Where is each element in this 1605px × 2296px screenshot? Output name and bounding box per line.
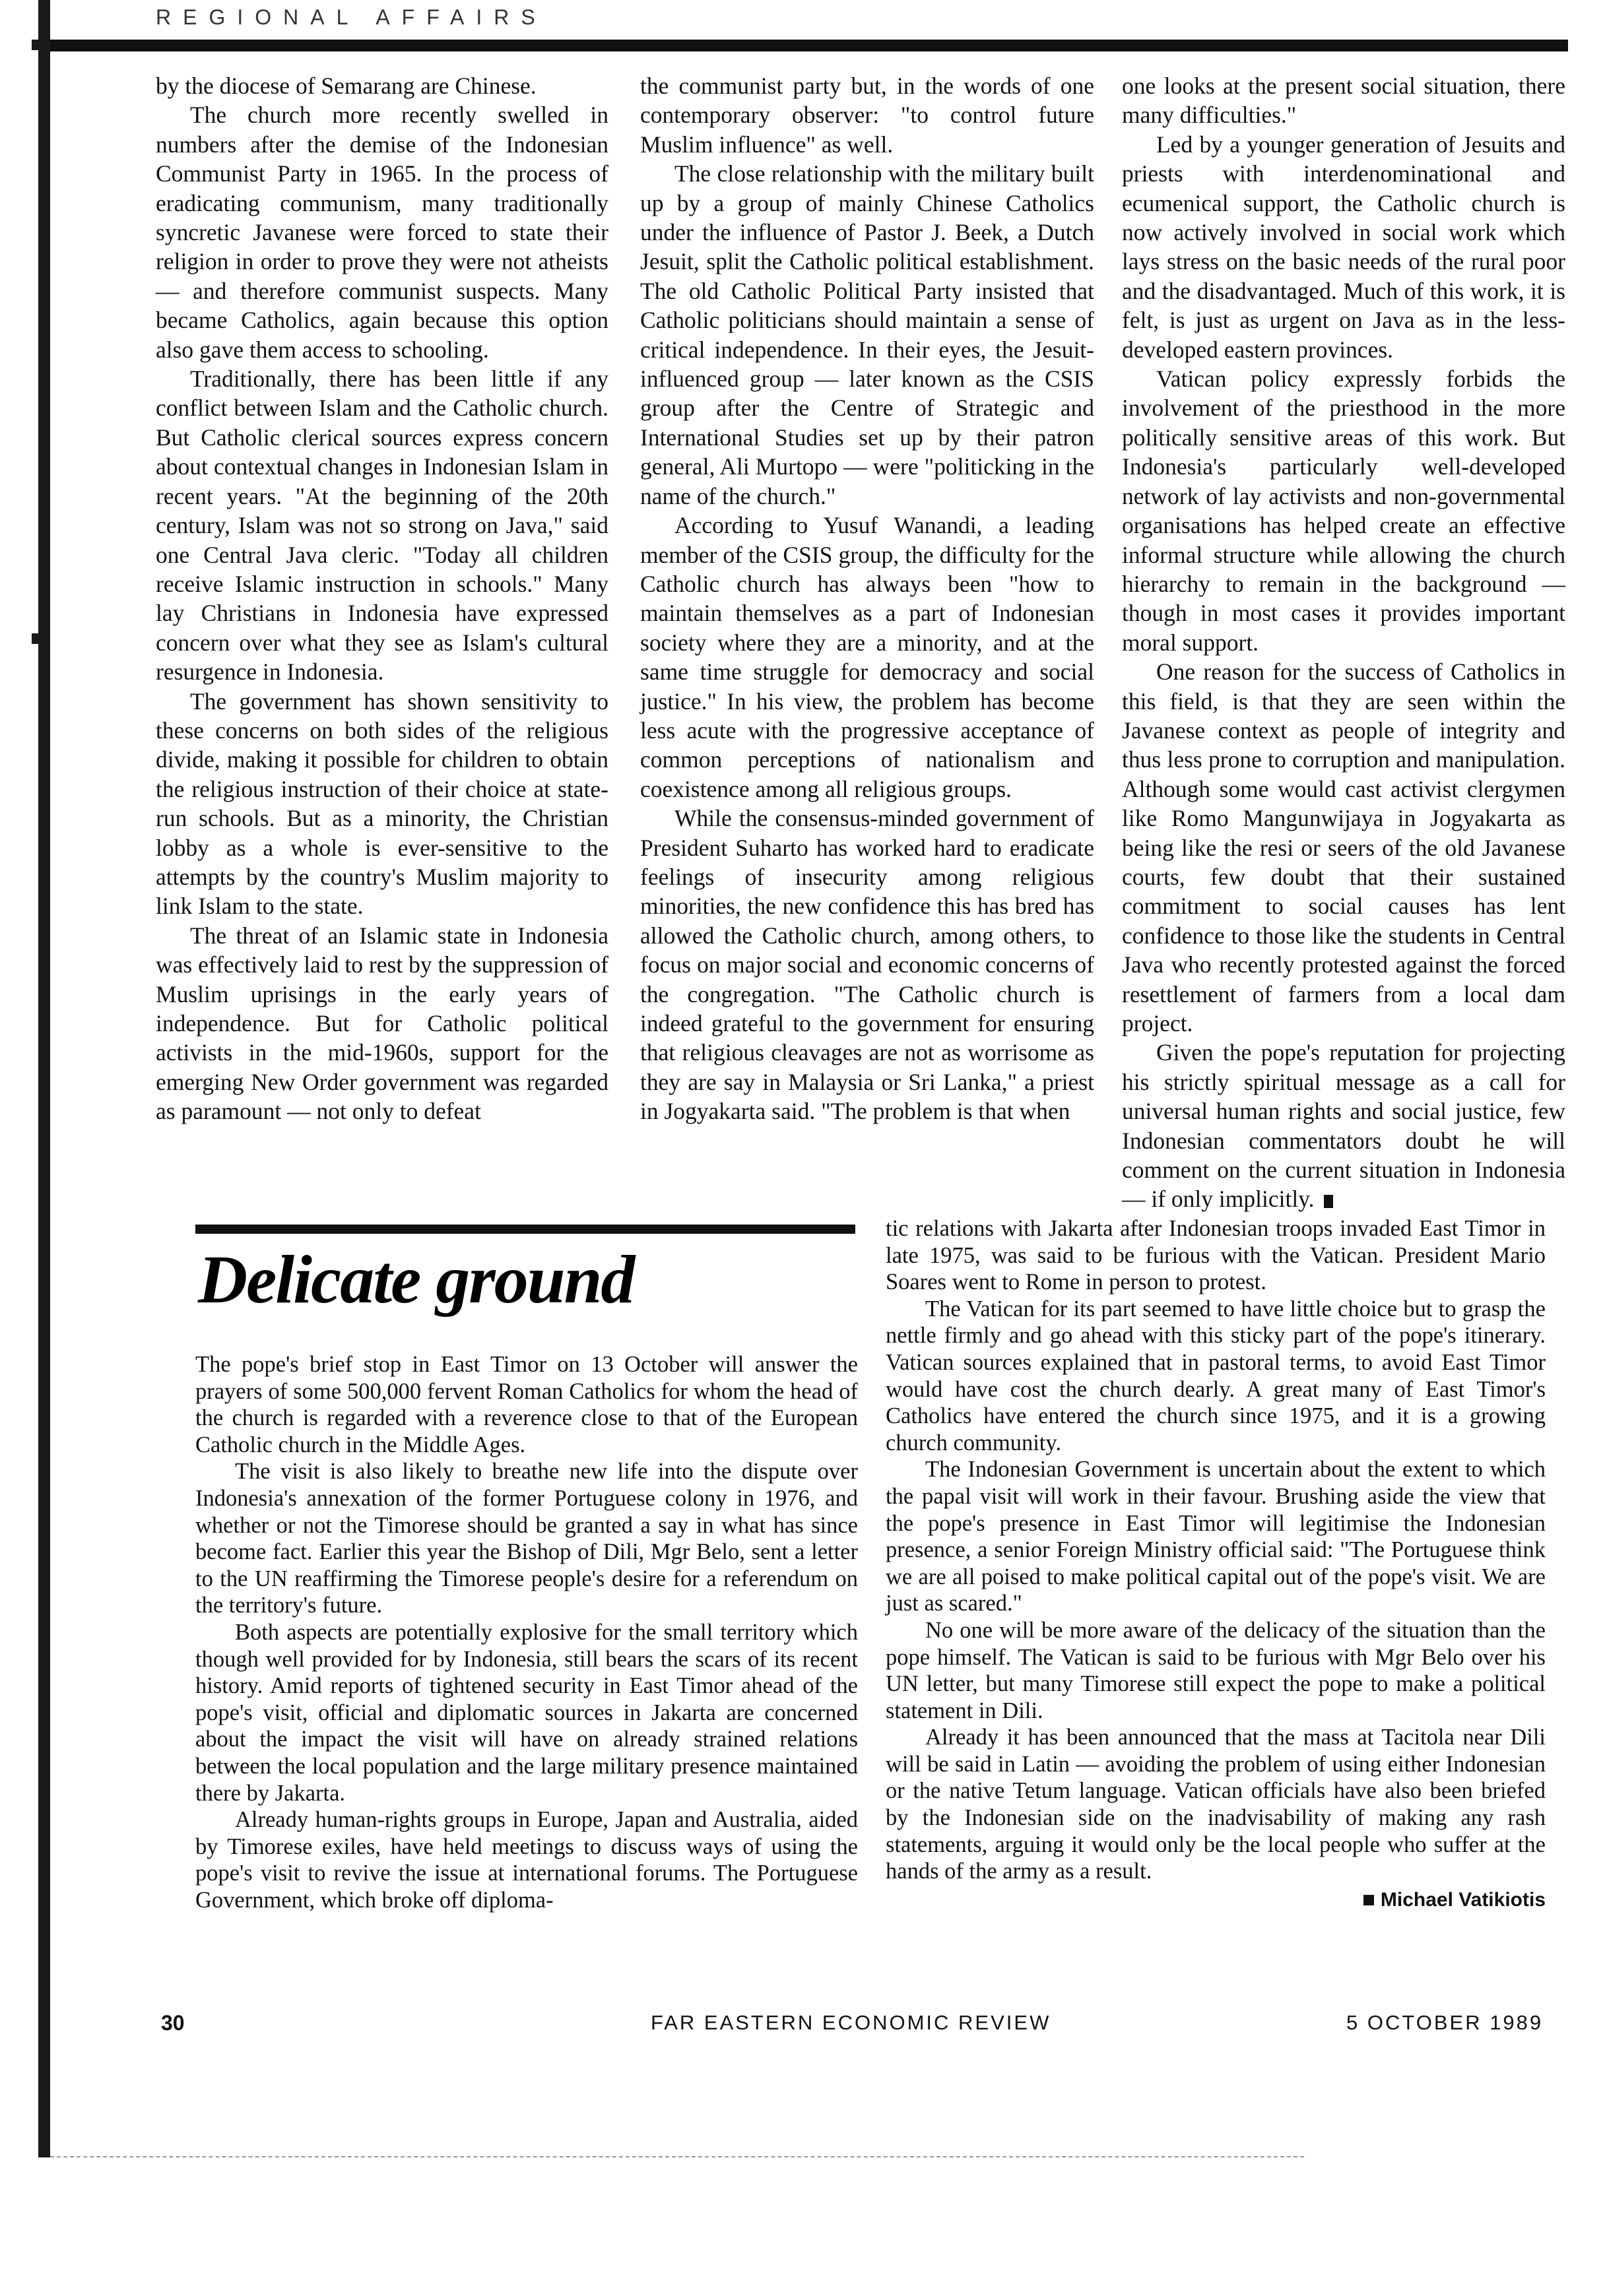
byline (886, 1886, 1546, 1914)
paragraph: Led by a younger generation of Jesuits and priests with interdenominational and ecumenical support, the Catholic church is now actively involved in social work which lays stress on the basic needs of the rural poor and the disadvantaged. Much of this work, it is felt, is just as urgent on Java as in the less-developed eastern provinces. (1122, 131, 1565, 363)
article-column-2 (640, 71, 1094, 1126)
sidebar-rule (195, 1225, 855, 1234)
end-mark-icon (1324, 1195, 1333, 1208)
paragraph: The government has shown sensitivity to these concerns on both sides of the religious divide, making it possible for children to obtain the religious instruction of their choice at state-run schools. But as a minority, the Christian lobby as a whole is ever-sensitive to the attempts by the country's Muslim majority to link Islam to the state. (156, 687, 608, 920)
article-column-1 (156, 71, 608, 1126)
paragraph: the communist party but, in the words of one contemporary observer: "to control future Muslim influence" as well. (640, 73, 1094, 158)
paragraph: No one will be more aware of the delicacy of the situation than the pope himself. The Vatican is said to be furious with Mgr Belo over his UN letter, but many Timorese still expect the pope to make a political statement in Dili. (886, 1617, 1546, 1723)
paragraph: Traditionally, there has been little if any conflict between Islam and the Catholic church. But Catholic clerical sources express concern about contextual changes in Indonesian Islam in recent years. "At the beginning of the 20th century, Islam was not so strong on Java," said one Central Java cleric. "Today all children receive Islamic instruction in schools." Many lay Christians in Indonesia have expressed concern over what they see as Islam's cultural resurgence in Indonesia. (156, 366, 608, 686)
paragraph: The Vatican for its part seemed to have little choice but to grasp the nettle firmly and go ahead with this sticky part of the pope's itinerary. Vatican sources explained that in pastoral terms, to avoid East Timor would have cost the church dearly. A great many of East Timor's Catholics have entered the church since 1975, and it is a growing church community. (886, 1296, 1546, 1455)
binding-notch (32, 633, 40, 644)
paragraph-last (1122, 1038, 1565, 1213)
scan-edge-line (50, 2156, 1304, 2157)
binding-notch (32, 40, 40, 50)
sidebar-headline: Delicate ground (198, 1242, 634, 1318)
byline-square-icon (1363, 1895, 1374, 1905)
paragraph: The Indonesian Government is uncertain about the extent to which the papal visit will work in their favour. Brushing aside the view that the pope's presence in East Timor will legitimise the Indonesian presence, a senior Foreign Ministry official said: "The Portuguese think we are all poised to make political capital out of the pope's visit. We are just as scared." (886, 1457, 1546, 1616)
paragraph: The pope's brief stop in East Timor on 13 October will answer the prayers of some 500,000 fervent Roman Catholics for whom the head of the church is regarded with a reverence close to that of the European Catholic church in the Middle Ages. (195, 1352, 858, 1457)
paragraph: Already it has been announced that the mass at Tacitola near Dili will be said in Latin — avoiding the problem of using either Indonesian or the native Tetum language. Vatican officials have also been briefed by the Indonesian side on the inadvisability of making any rash statements, arguing it would only be the local people who suffer at the hands of the army as a result. (886, 1725, 1546, 1884)
paragraph: tic relations with Jakarta after Indonesian troops invaded East Timor in late 1975, was said to be furious with the Vatican. President Mario Soares went to Rome in person to protest. (886, 1216, 1546, 1295)
paragraph: While the consensus-minded government of President Suharto has worked hard to eradicate feelings of insecurity among religious minorities, the new confidence this has bred has allowed the Catholic church, among others, to focus on major social and economic concerns of the congregation. "The Catholic church is indeed grateful to the government for ensuring that religious cleavages are not as worrisome as they are say in Malaysia or Sri Lanka," a priest in Jogyakarta said. "The problem is that when (640, 805, 1094, 1125)
paragraph: Vatican policy expressly forbids the involvement of the priesthood in the more politically sensitive areas of this work. But Indonesia's particularly well-developed network of lay activists and non-governmental organisations has helped create an effective informal structure while allowing the church hierarchy to remain in the background — though in most cases it provides important moral support. (1122, 366, 1565, 656)
paragraph: According to Yusuf Wanandi, a leading member of the CSIS group, the difficulty for the Catholic church has always been "how to maintain themselves as a part of Indonesian society where they are a minority, and at the same time struggle for democracy and social justice." In his view, the problem has become less acute with the progressive acceptance of common perceptions of nationalism and coexistence among all religious groups. (640, 512, 1094, 802)
byline-author: Michael Vatikiotis (1380, 1888, 1546, 1911)
section-label: REGIONAL AFFAIRS (156, 5, 547, 29)
sidebar-column-1 (195, 1351, 858, 1913)
paragraph: one looks at the present social situation, there many difficulties." (1122, 73, 1565, 129)
issue-date: 5 OCTOBER 1989 (1346, 2011, 1544, 2034)
header-rule (50, 40, 1568, 51)
paragraph: Already human-rights groups in Europe, Japan and Australia, aided by Timorese exiles, have held meetings to discuss ways of using the pope's visit to revive the issue at international forums. The Portuguese Government, which broke off diploma- (195, 1807, 858, 1913)
paragraph: by the diocese of Semarang are Chinese. (156, 73, 537, 99)
page-number: 30 (161, 2011, 185, 2035)
binding-edge (38, 0, 50, 2157)
paragraph: The threat of an Islamic state in Indonesia was effectively laid to rest by the suppression of Muslim uprisings in the early years of independence. But for Catholic political activists in the mid-1960s, support for the emerging New Order government was regarded as paramount — not only to defeat (156, 922, 608, 1125)
article-column-3 (1122, 71, 1565, 1214)
paragraph: Both aspects are potentially explosive for the small territory which though well provided for by Indonesia, still bears the scars of its recent history. Amid reports of tightened security in East Timor ahead of the pope's visit, official and diplomatic sources in Jakarta are concerned about the impact the visit will have on already strained relations between the local population and the large military presence maintained there by Jakarta. (195, 1619, 858, 1806)
magazine-title: FAR EASTERN ECONOMIC REVIEW (651, 2011, 1051, 2034)
paragraph: The visit is also likely to breathe new life into the dispute over Indonesia's annexation of the former Portuguese colony in 1976, and whether or not the Timorese should be granted a say in what has since become fact. Earlier this year the Bishop of Dili, Mgr Belo, sent a letter to the UN reaffirming the Timorese people's desire for a referendum on the territory's future. (195, 1459, 858, 1618)
paragraph: The close relationship with the military built up by a group of mainly Chinese Catholics under the influence of Pastor J. Beek, a Dutch Jesuit, split the Catholic political establishment. The old Catholic Political Party insisted that Catholic politicians should maintain a sense of critical independence. In their eyes, the Jesuit-influenced group — later known as the CSIS group after the Centre of Strategic and International Studies set up by their patron general, Ali Murtopo — were "politicking in the name of the church." (640, 160, 1094, 509)
paragraph-text: Given the pope's reputation for projecting his strictly spiritual message as a call for universal human rights and social justice, few Indonesian commentators doubt he will comment on the current situation in Indonesia — if only implicitly. (1122, 1039, 1565, 1213)
sidebar-column-2 (886, 1215, 1546, 1914)
paragraph: The church more recently swelled in numbers after the demise of the Indonesian Communist Party in 1965. In the process of eradicating communism, many traditionally syncretic Javanese were forced to state their religion in order to prove they were not atheists — and therefore communist suspects. Many became Catholics, again because this option also gave them access to schooling. (156, 102, 608, 363)
paragraph: One reason for the success of Catholics in this field, is that they are seen within the Javanese context as people of integrity and thus less prone to corruption and manipulation. Although some would cast activist clergymen like Romo Mangunwijaya in Jogyakarta as being like the resi or seers of the old Javanese courts, few doubt that their sustained commitment to social causes has lent confidence to those like the students in Central Java who recently protested against the forced resettlement of farmers from a local dam project. (1122, 658, 1565, 1036)
